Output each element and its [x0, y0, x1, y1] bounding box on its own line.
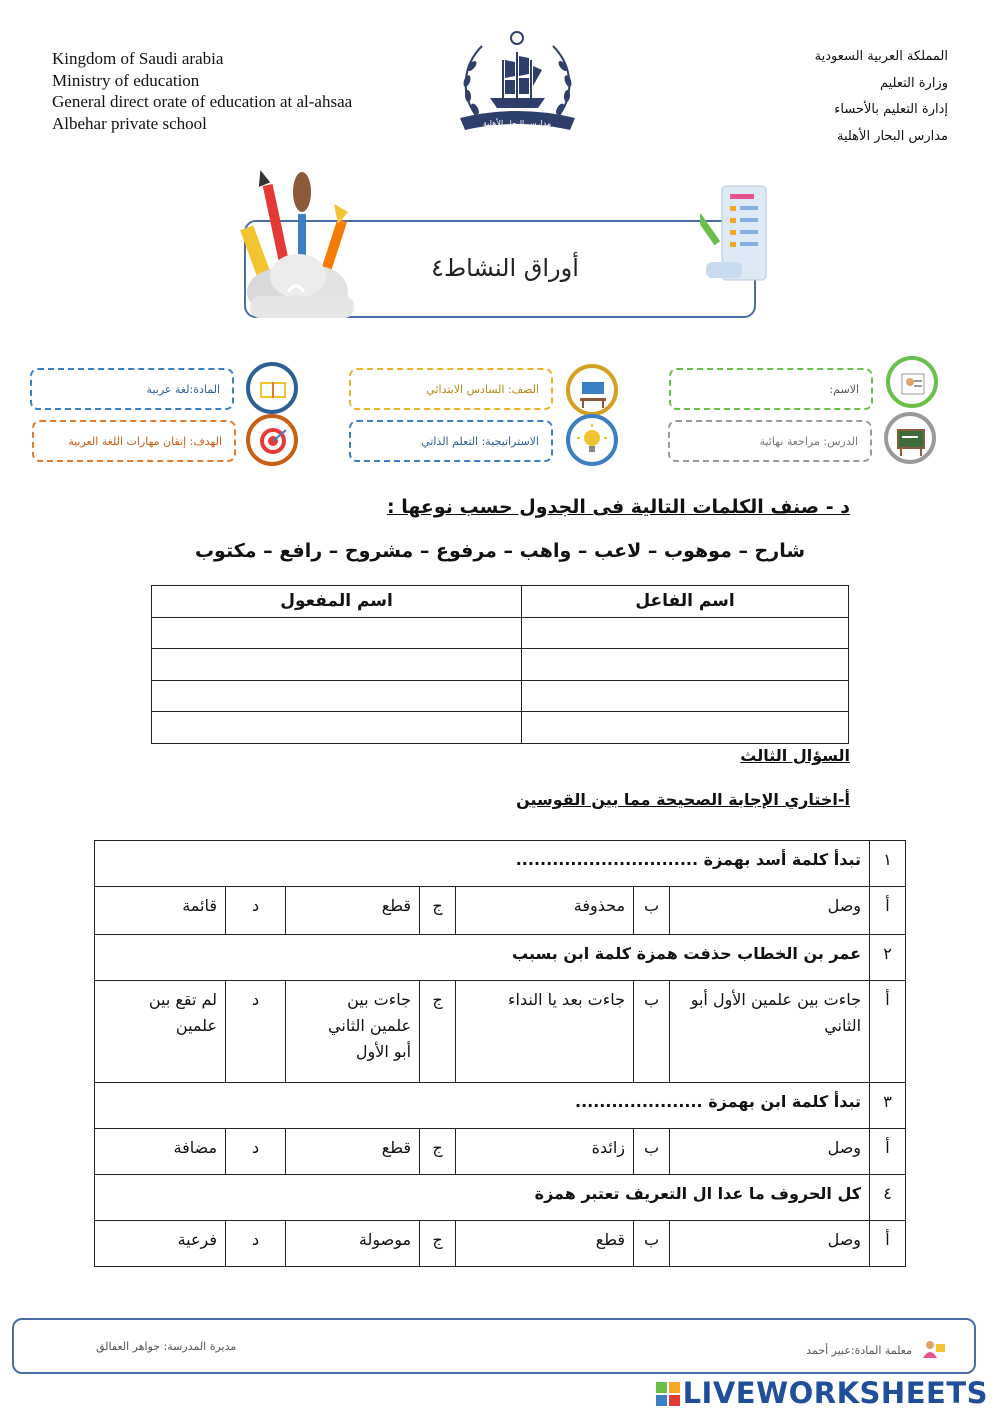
answer-cell[interactable] [522, 712, 849, 744]
option-letter: د [226, 981, 286, 1083]
option-letter: أ [870, 887, 906, 935]
answer-cell[interactable] [152, 712, 522, 744]
option-text[interactable]: جاءت بين علمين الأول أبو الثاني [670, 981, 870, 1083]
classification-table [151, 585, 849, 744]
header-ar-line: مدارس البحار الأهلية [836, 128, 948, 144]
question-text: عمر بن الخطاب حذفت همزة كلمة ابن بسبب [95, 935, 870, 981]
answer-cell[interactable] [522, 649, 849, 681]
option-text[interactable]: قطع [286, 1129, 420, 1175]
section-3-title: السؤال الثالث [740, 746, 850, 765]
col-header-maf3ool: اسم المفعول [152, 586, 522, 618]
option-text[interactable]: قطع [456, 1221, 634, 1267]
answer-cell[interactable] [152, 649, 522, 681]
answer-cell[interactable] [152, 680, 522, 712]
option-letter: ج [420, 981, 456, 1083]
option-letter: ج [420, 887, 456, 935]
question-text: تبدأ كلمة ابن بهمزة ..................... [95, 1083, 870, 1129]
option-letter: ج [420, 1221, 456, 1267]
option-letter: د [226, 1221, 286, 1267]
strategy-label: الاستراتيجية: التعلم الذاتي [421, 434, 539, 448]
answer-cell[interactable] [152, 617, 522, 649]
question-number: ٢ [870, 935, 906, 981]
option-letter: أ [870, 981, 906, 1083]
grade-box [349, 368, 553, 410]
option-text[interactable]: محذوفة [456, 887, 634, 935]
grade-label: الصف: السادس الابتدائي [426, 382, 539, 396]
lesson-label: الدرس: مراجعة نهائية [759, 434, 858, 448]
option-text[interactable]: مضافة [95, 1129, 226, 1175]
question-text: كل الحروف ما عدا ال التعريف تعتبر همزة [95, 1175, 870, 1221]
word-list: شارح – موهوب – لاعب – واهب – مرفوع – مشروح – رافع – مكتوب [194, 540, 806, 562]
strategy-box [349, 420, 553, 462]
option-text[interactable]: قطع [286, 887, 420, 935]
section-3-subtitle: أ-اختاري الإجابة الصحيحة مما بين القوسين [516, 790, 850, 809]
question-number: ٤ [870, 1175, 906, 1221]
goal-label: الهدف: إتقان مهارات اللغة العربية [68, 434, 222, 448]
option-text[interactable]: قائمة [95, 887, 226, 935]
classroom-icon [566, 364, 618, 416]
checklist-illustration [700, 184, 774, 284]
option-letter: د [226, 1129, 286, 1175]
option-letter: ب [634, 887, 670, 935]
col-header-fa3il: اسم الفاعل [522, 586, 849, 618]
art-supplies-illustration [236, 164, 360, 324]
option-text[interactable]: وصل [670, 1221, 870, 1267]
answer-cell[interactable] [522, 617, 849, 649]
book-icon [246, 362, 298, 414]
teacher-icon [920, 1338, 946, 1360]
option-letter: ج [420, 1129, 456, 1175]
option-text[interactable]: وصل [670, 1129, 870, 1175]
header-english [52, 48, 412, 134]
header-arabic [688, 44, 948, 150]
goal-box [32, 420, 236, 462]
principal-name: مديرة المدرسة: جواهر العفالق [96, 1340, 237, 1353]
liveworksheets-text: LIVEWORKSHEETS [682, 1376, 988, 1410]
liveworksheets-logo[interactable] [655, 1376, 988, 1410]
chalkboard-icon [884, 412, 936, 464]
mcq-table [94, 840, 906, 1267]
lesson-box [668, 420, 872, 462]
header-ar-line: إدارة التعليم بالأحساء [834, 102, 948, 117]
school-logo [450, 26, 585, 138]
header-en-line: Ministry of education [52, 70, 200, 90]
logo-caption: مدارس البحار الأهلية [482, 119, 552, 128]
header-ar-line: وزارة التعليم [879, 75, 948, 91]
option-text[interactable]: وصل [670, 887, 870, 935]
page-title: أوراق النشاط٤ [431, 254, 579, 282]
header-en-line: General direct orate of education at al-ahsaa [52, 92, 353, 111]
liveworksheets-mark-icon [655, 1380, 681, 1406]
lightbulb-icon [566, 414, 618, 466]
target-icon [246, 414, 298, 466]
teacher-name: معلمة المادة:عبير أحمد [806, 1344, 912, 1357]
option-letter: ب [634, 1129, 670, 1175]
answer-cell[interactable] [522, 680, 849, 712]
section-d-title: د - صنف الكلمات التالية فى الجدول حسب نوعها : [387, 496, 850, 518]
name-field[interactable] [669, 368, 873, 410]
option-text[interactable]: لم تقع بين علمين [95, 981, 226, 1083]
question-number: ١ [870, 841, 906, 887]
option-text[interactable]: جاءت بعد يا النداء [456, 981, 634, 1083]
name-label: الاسم: [829, 382, 859, 396]
option-text[interactable]: جاءت بين علمين الثاني أبو الأول [286, 981, 420, 1083]
student-card-icon [886, 356, 938, 408]
option-letter: ب [634, 981, 670, 1083]
option-letter: أ [870, 1221, 906, 1267]
subject-label: المادة:لغة عربية [146, 382, 220, 396]
subject-box [30, 368, 234, 410]
header-en-line: Albehar private school [52, 113, 207, 133]
option-text[interactable]: فرعية [95, 1221, 226, 1267]
option-letter: ب [634, 1221, 670, 1267]
option-letter: أ [870, 1129, 906, 1175]
header-ar-line: المملكة العربية السعودية [814, 49, 948, 64]
question-text: تبدأ كلمة أسد بهمزة .............................. [95, 841, 870, 887]
header-en-line: Kingdom of Saudi arabia [52, 49, 224, 68]
option-letter: د [226, 887, 286, 935]
question-number: ٣ [870, 1083, 906, 1129]
option-text[interactable]: زائدة [456, 1129, 634, 1175]
option-text[interactable]: موصولة [286, 1221, 420, 1267]
